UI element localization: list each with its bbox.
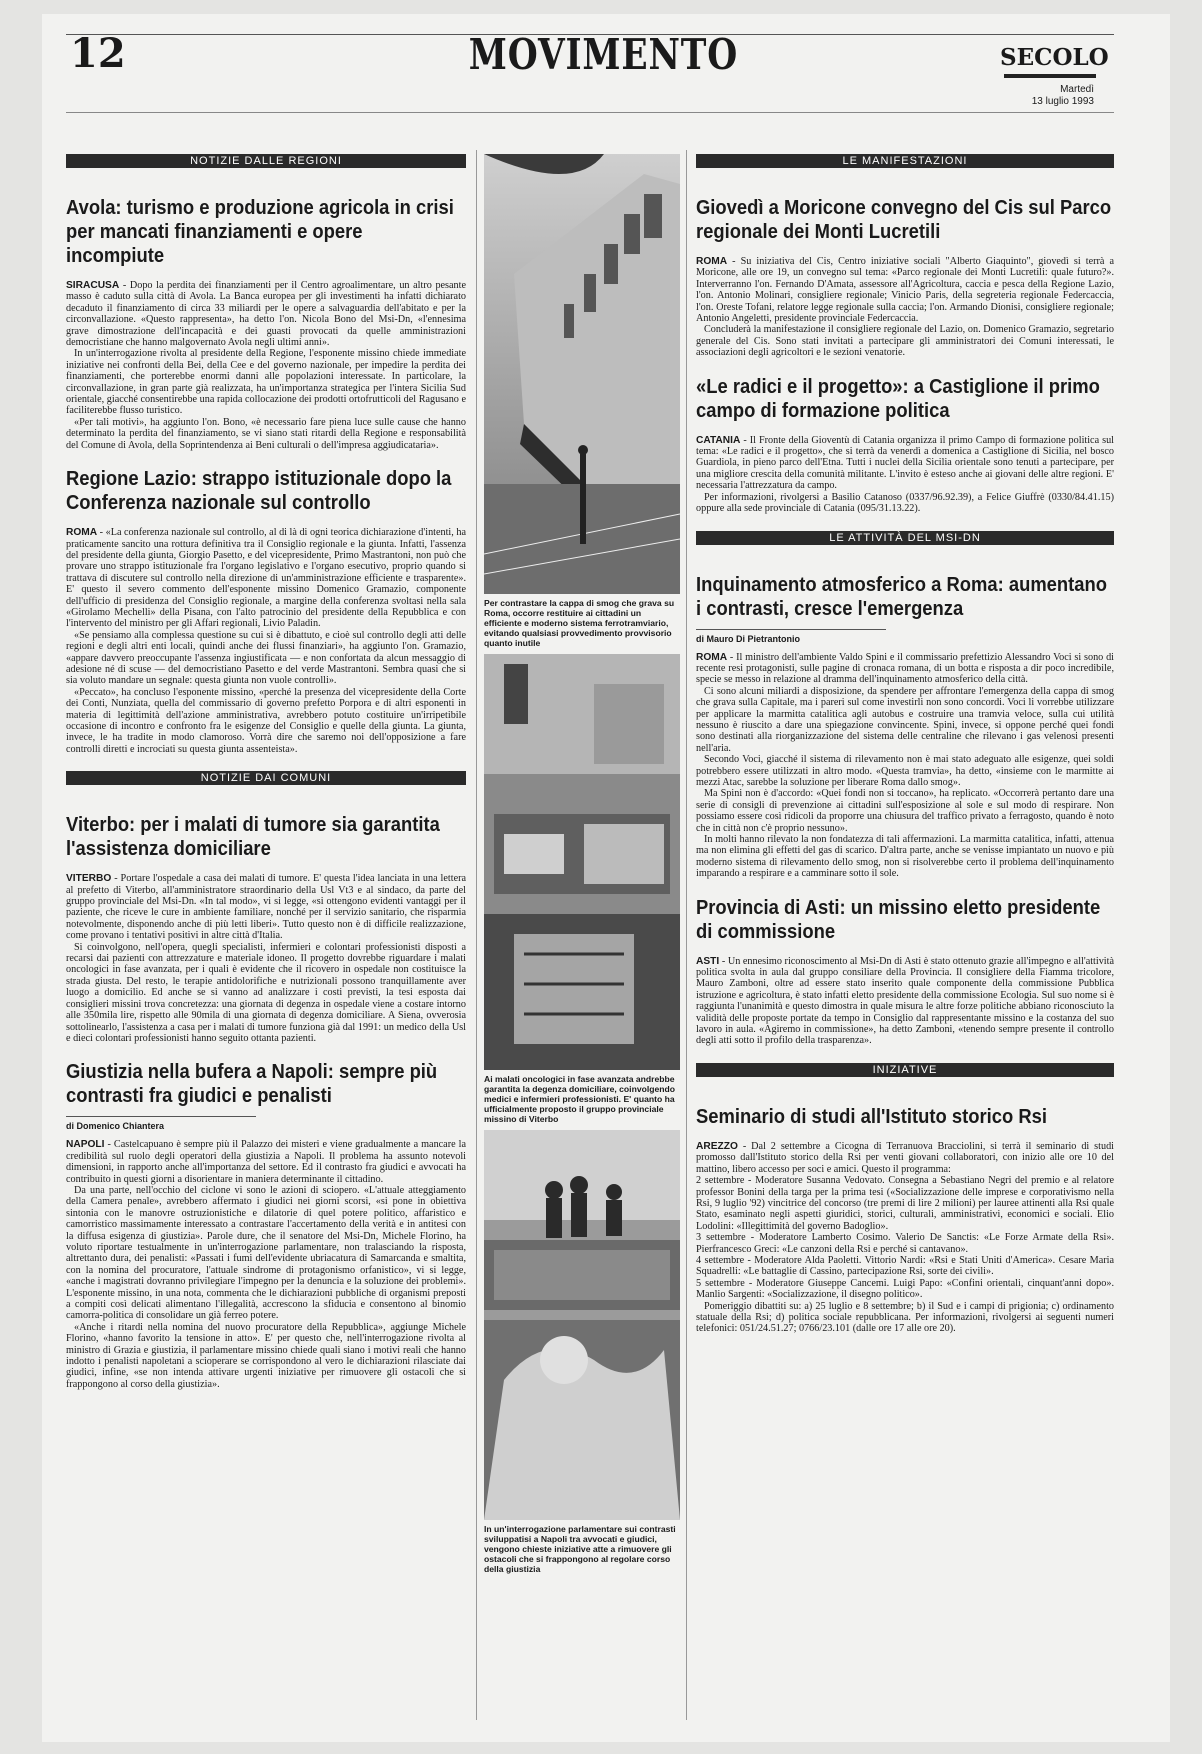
paragraph: Secondo Voci, giacché il sistema di rilevamento non è mai stato adeguato alle esigenze, quei soldi potrebbero essere utilizzati in altro modo. «Questa tramvia», ha detto, «insieme con le marmitte ai mezzi Atac, sarebbe la soluzione per liberare Roma dallo smog». — [696, 754, 1114, 788]
photo-caption: Per contrastare la cappa di smog che grava su Roma, occorre restituire ai cittadini un efficiente e moderno sistema ferrotramviario, evitando qualsiasi provvedimento provvisorio quanto inutile — [484, 598, 675, 648]
paragraph: 2 settembre - Moderatore Susanna Vedovato. Consegna a Sebastiano Negri del premio e al relatore professor Bonini della targa per la prima tesi («Socializzazione delle imprese e corporativismo nella Rsi, 9 luglio '92) vincitrice del concorso (tre premi di lire 2 milioni) per lauree attinenti alla Rsi quale Stato, esaminato negli aspetti giuridici, storici, culturali, amministrativi, economici e sociali. Elio Lodolini: «Illegittimità del governo Badoglio». — [696, 1175, 1114, 1232]
paragraph: - Dal 2 settembre a Cicogna di Terranuova Bracciolini, si terrà il seminario di studi promosso dall'Istituto storico della Rsi per venti giovani collaboratori, con inizio alle ore 10 del mattino, libero accesso per soci e amici. Questo il programma: — [696, 1140, 1114, 1175]
dateline: VITERBO — [66, 873, 112, 885]
section-bar: NOTIZIE DAI COMUNI — [66, 771, 466, 785]
paragraph: 5 settembre - Moderatore Giuseppe Cancemi. Luigi Papo: «Confini orientali, cinquant'anni dopo». Manlio Sargenti: «Socializzazione, il disegno politico». — [696, 1277, 1114, 1301]
article-body — [66, 280, 466, 451]
paragraph: - Portare l'ospedale a casa dei malati di tumore. E' questa l'idea lanciata in una lettera al prefetto di Viterbo, all'amministratore straordinario della Usl Vt3 e al sindaco, da parte del gruppo provinciale del Msi-Dn. «In tal modo», vi si legge, «si ottengono evidenti vantaggi per il paziente, che riceve le cure in ambiente familiare, nonché per il servizio sanitario, che risparmia notevolmente, disponendo anche di più letti liberi». Tutto questo non è di difficile realizzazione, come provano i tentativi positivi in altre città d'Italia. — [66, 873, 466, 942]
paragraph: In un'interrogazione rivolta al presidente della Regione, l'esponente missino chiede immediate iniziative nei confronti della Bei, della Cee e del governo nazionale, per impedire la perdita dei finanziamenti, che porterebbe enormi danni alle popolazioni interessate. In particolare, la circonvallazione, in gran parte già realizzata, ha un'importanza strategica per l'intera Sicilia Sud orientale, giacché consentirebbe una rapida collocazione dei prodotti ortofrutticoli del Ragusano e faciliterebbe flusso turistico. — [66, 348, 466, 417]
section-bar: INIZIATIVE — [696, 1063, 1114, 1077]
page-number: 12 — [70, 30, 126, 77]
photo-caption: In un'interrogazione parlamentare sui contrasti sviluppatisi a Napoli tra avvocati e giudici, vengono chieste iniziative atte a rimuovere gli ostacoli che si frappongono al regolare corso della giustizia — [484, 1524, 676, 1574]
photo-column — [484, 154, 680, 1580]
paragraph: Ci sono alcuni miliardi a disposizione, da spendere per affrontare l'emergenza della cappa di smog che grava sulla Capitale, ma i pareri sul come investirli non sono concordi. Voci li vorrebbe utilizzare per applicare la marmitta catalitica agli autobus e costruire una tramvia veloce, sulla cui utilità nessuno è riuscito a dare una spiegazione convincente. Spini, invece, si oppone perché quei fondi sono destinati alla riorganizzazione del sistema delle centraline che rilevano i gas velenosi presenti nell'aria. — [696, 685, 1114, 754]
header-rule — [66, 112, 1114, 113]
section-bar: LE ATTIVITÀ DEL MSI-DN — [696, 531, 1114, 545]
article-body — [696, 956, 1114, 1047]
dateline: ROMA — [696, 256, 728, 267]
left-column — [66, 154, 466, 1406]
column-divider — [476, 150, 477, 1720]
tram-photo-image — [484, 154, 680, 594]
section-bar: NOTIZIE DALLE REGIONI — [66, 154, 466, 168]
dateline: ASTI — [696, 955, 720, 967]
paragraph: «Anche i ritardi nella nomina del nuovo procuratore della Repubblica», aggiunge Michele Florino, «hanno favorito la tensione in atto». E' per questo che, nell'interrogazione rivolta al ministro di Grazia e giustizia, il parlamentare missino chiede quali siano i motivi reali che hanno indotto i penalisti napoletani a scioperare se corrispondono al vero le dichiarazioni rilasciate dai giudici, infine, «se non intenda attivare urgenti iniziative per rimuovere gli ostacoli che si frappongono al corso della giustizia». — [66, 1321, 466, 1390]
paragraph: Ma Spini non è d'accordo: «Quei fondi non si toccano», ha replicato. «Occorrerà pertanto dare una serie di consigli di prevenzione ai cittadini sull'esposizione al sole e sul modo di respirare. Non possiamo essere così ridicoli da proporre una chiusura del traffico privato a ferragosto, quando è noto che in città non c'è proprio nessuno». — [696, 788, 1114, 834]
paragraph: - Un ennesimo riconoscimento al Msi-Dn di Asti è stato ottenuto grazie all'impegno e all'attività politica svolta in aula dal gruppo consiliare della Provincia. Il consigliere della Fiamma tricolore, Mauro Zamboni, oltre ad essere stato inserito quale componente della commissione Pubblica istruzione e agricoltura, è stato infatti eletto presidente della commissione Ecologia. Sul suo nome si è raggiunta l'unanimità e questo dimostra in quale misura le altre forze politiche abbiano riconosciuto la validità delle proposte portate da tempo in Consiglio dal rappresentante missino e la costanza del suo lavoro in aula. «Agiremo in commissione», ha detto Zamboni, «tenendo sempre presente il controllo degli atti sotto il profilo della trasparenza». — [696, 955, 1114, 1047]
newspaper-logo: SECOLO — [1000, 44, 1109, 71]
paragraph: «Peccato», ha concluso l'esponente missino, «perché la presenza del vicepresidente della Corte dei Conti, Nunziata, quella del commissario di governo prefetto Porpora e di altri esponenti in materia di legittimità dell'azione amministrativa, avrebbero potuto costituire un'irripetibile occasione di incontro e confronto fra le esigenze del Consiglio e quelle della giunta. La giunta, invece, le ha tradite in modo clamoroso. Vorrà dire che saremo noi dell'opposizione a fare controlli diretti e incrociati su questa giunta assenteista». — [66, 686, 466, 755]
byline: di Mauro Di Pietrantonio — [696, 629, 886, 644]
article-headline: Giustizia nella bufera a Napoli: sempre più contrasti fra giudici e penalisti — [66, 1061, 438, 1108]
paragraph: - «La conferenza nazionale sul controllo, al di là di ogni teorica dichiarazione d'intenti, ha praticamente sancito una rottura definitiva tra il Consiglio regionale e la giunta. Infatti, l'assenza del presidente della giunta, Giorgio Pasetto, e del vicepresidente, Primo Mastrantoni, non può che provare uno strappo istituzionale fra l'organo legislativo e l'organo esecutivo, proprio quando si trattava di discutere sul controllo nella direzione di un'amministrazione efficiente e trasparente». E' questo il severo commento dell'esponente missino Domenico Gramazio, componente dell'ufficio di presidenza del Consiglio regionale, a margine della conferenza svoltasi nella sala «Girolamo Mechelli» della Pisana, con l'alto patrocinio del presidente della Repubblica e con l'intervento del ministro per gli Affari regionali, Livio Paladin. — [66, 527, 466, 630]
photo-tram — [484, 154, 680, 594]
article-headline: Avola: turismo e produzione agricola in crisi per mancati finanziamenti e opere incompiute — [66, 197, 454, 267]
dateline: SIRACUSA — [66, 280, 120, 291]
article-headline: Provincia di Asti: un missino eletto presidente di commissione — [696, 896, 1101, 943]
paragraph: Concluderà la manifestazione il consigliere regionale del Lazio, on. Domenico Gramazio, segretario generale del Cis. Sono stati invitati a partecipare gli amministratori dei Comuni interessati, le associazioni degli agricoltori e le sezioni venatorie. — [696, 324, 1114, 359]
right-column — [696, 154, 1114, 1351]
court-photo-image — [484, 1130, 680, 1520]
paragraph: «Per tali motivi», ha aggiunto l'on. Bono, «è necessario fare piena luce sulle cause che hanno determinato la perdita del finanziamento, se vi siano stati ritardi della Regione e responsabilità del Comune di Avola, della Soprintendenza ai Beni culturali o dell'impresa aggiudicataria». — [66, 416, 466, 451]
dateline: CATANIA — [696, 434, 741, 446]
article-body — [696, 652, 1114, 880]
paragraph: Per informazioni, rivolgersi a Basilio Catanoso (0337/96.92.39), a Felice Giuffrè (0330/84.41.15) oppure alla sede provinciale di Catania (095/31.13.22). — [696, 491, 1114, 515]
article-body — [696, 256, 1114, 359]
section-title: MOVIMENTO — [468, 30, 739, 79]
dateline: NAPOLI — [66, 1139, 105, 1151]
paragraph: - Il Fronte della Gioventù di Catania organizza il primo Campo di formazione politica sul tema: «Le radici e il progetto», che si terrà da venerdì a domenica a Castiglione di Sicilia, nel bosco Guardiola, in pieno parco dell'Etna. Tutti i nuclei della Sicilia orientale sono tenuti a partecipare, per una migliore crescita della comunità militante. L'invito è esteso anche ai giovani delle altre regioni. E' necessaria l'attrezzatura da campo. — [696, 434, 1114, 492]
article-headline: Giovedì a Moricone convegno del Cis sul Parco regionale dei Monti Lucretili — [696, 197, 1112, 243]
photo-hospital — [484, 654, 680, 1070]
article-body — [66, 873, 466, 1044]
paragraph: «Se pensiamo alla complessa questione su cui si è dibattuto, e cioè sul controllo degli atti delle regioni e degli altri enti locali, quindi anche dei flussi finanziari», ha aggiunto l'on. Gramazio, «appare davvero preoccupante l'assenza ingiustificata — e non confortata da alcun messaggio di adesione né di scuse — del democristiano Pasetto e del verde Mastrantoni. Sembra quasi che si sia voluto mandare un segnale: questa giunta non vuole controlli». — [66, 629, 466, 687]
article-headline: Seminario di studi all'Istituto storico Rsi — [696, 1105, 1047, 1128]
logo-underline — [1004, 74, 1096, 78]
paragraph: Pomeriggio dibattiti su: a) 25 luglio e 8 settembre; b) il Sud e i campi di prigionia; c) ordinamento statuale della Rsi; d) politica sociale repubblicana. Per informazioni, rivolgersi ai seguenti numeri telefonici: 051/24.51.27; 0766/23.101 (dalle ore 17 alle ore 20). — [696, 1300, 1114, 1335]
article-headline: «Le radici e il progetto»: a Castiglione il primo campo di formazione politica — [696, 375, 1100, 422]
dateline: ROMA — [66, 527, 98, 539]
article-body — [66, 527, 466, 755]
article-body — [696, 1141, 1114, 1335]
paragraph: Si coinvolgono, nell'opera, quegli specialisti, infermieri e colontari professionisti disposti a recarsi dai pazienti con attrezzature e materiale idoneo. Il progetto dovrebbe riguardare i malati oncologici in fase avanzata, per i quali è evidente che il ricovero in ospedale non costituisce la strada giusta. Del resto, le terapie antidolorifiche e nutrizionali possono tranquillamente aver luogo a domicilio. Ed anche se si vanno ad analizzare i costi previsti, la tesi esposta dai consiglieri missini trova concretezza: una giornata di degenza in ospedale viene a costare intorno alle 350mila lire, rispetto alle 90mila di una giornata di degenza domiciliare. A Siena, ovverosia sottolinearlo, l'assistenza a casa per i malati di tumore funziona già dal 1991: un medico della Usl e dieci colontari professionisti hanno seguito ottanta pazienti. — [66, 941, 466, 1044]
paragraph: - Castelcapuano è sempre più il Palazzo dei misteri e viene gradualmente a mancare la credibilità sul ruolo degli operatori della giustizia a Napoli. Il problema ha assunto notevoli dimensioni, in rapporto anche all'importanza del settore. Ed il contrasto fra giudici e avvocati ha contribuito in questi giorni a disorientare in maniera determinante il cittadino. — [66, 1139, 466, 1185]
section-bar: LE MANIFESTAZIONI — [696, 154, 1114, 168]
hospital-photo-image — [484, 654, 680, 1070]
byline: di Domenico Chiantera — [66, 1116, 256, 1131]
paragraph: - Dopo la perdita dei finanziamenti per il Centro agroalimentare, un altro pesante masso è caduto sulla città di Avola. La Banca europea per gli investimenti ha infatti dichiarato decaduto il finanziamento di circa 33 miliardi per le opere a salvaguardia dell'abitato e per la circonvallazione. «Questo rappresenta», ha detto l'on. Nicola Bono del Msi-Dn, «l'ennesima grave dimostrazione dell'incapacità e dei guasti provocati da quelle amministrazioni democristiane che hanno malgovernato Avola negli ultimi anni». — [66, 280, 466, 349]
paragraph: 4 settembre - Moderatore Alda Paoletti. Vittorio Nardi: «Rsi e Stati Uniti d'America». Cesare Maria Squadrelli: «Le battaglie di Cassino, partecipazione Rsi, sorte dei civili». — [696, 1254, 1114, 1278]
article-headline: Inquinamento atmosferico a Roma: aumentano i contrasti, cresce l'emergenza — [696, 573, 1107, 620]
photo-caption: Ai malati oncologici in fase avanzata andrebbe garantita la degenza domiciliare, coinvolgendo medici e infermieri professionisti. E' quanto ha ufficialmente proposto il gruppo provinciale missino di Viterbo — [484, 1074, 676, 1124]
article-body — [66, 1139, 466, 1390]
article-headline: Viterbo: per i malati di tumore sia garantita l'assistenza domiciliare — [66, 814, 440, 861]
paragraph: - Su iniziativa del Cis, Centro iniziative sociali "Alberto Giaquinto", giovedì si terrà a Moricone, alle ore 19, un convegno sul tema: «Parco regionale dei Monti Lucretili: quale futuro?». Interverranno l'on. Fernando D'Amata, assessore all'Agricoltura, caccia e pesca della Regione Lazio, l'on. Antonio Molinari, consigliere regionale; Vinicio Paris, della segreteria regionale Federcaccia, l'on. Oreste Tofani, relatore legge regionale sulla caccia; l'on. Armando Dionisi, consigliere regionale; Antonio Angeletti, presidente provinciale Federcaccia. — [696, 256, 1114, 325]
dateline: ROMA — [696, 651, 728, 663]
column-divider — [686, 150, 687, 1720]
paragraph: Da una parte, nell'occhio del ciclone vi sono le azioni di sciopero. «L'attuale atteggiamento della Camera penale», avrebbero affermato i giudici nei giorni scorsi, «si pone in obiettiva sintonia con le manovre ostruzionistiche e dilatorie di quel potere politico, affaristico e camorristico massimamente interessato a contrastare l'accertamento della verità e in antitesi con la diffusa esigenza di giustizia». Parole dure, che il senatore del Msi-Dn, Michele Florino, ha voluto riportare testualmente in un'interrogazione parlamentare, non tralasciando la risposta, altrettanto dura, dei penalisti: «Passati i fumi dell'evidente ubriacatura di Samarcanda e smaltita, con la nomina del procuratore, l'attuale sindrome di protagonismo orfanistico», vi si legge, «anche i magistrati dovranno privilegiare l'impegno per la denuncia e la soluzione dei problemi». L'esponente missino, in una nota, commenta che le dichiarazioni pubbliche di organismi preposti a compiti così delicati alimentano l'illegalità, accrescono la sfiducia e consentono al binomio camorra-politica di consolidare un già ferreo potere. — [66, 1184, 466, 1322]
paragraph: 3 settembre - Moderatore Lamberto Cosimo. Valerio De Sanctis: «Le Forze Armate della Rsi». Pierfrancesco Greci: «Le canzoni della Rsi e perché si cantavano». — [696, 1232, 1114, 1255]
dateline: AREZZO — [696, 1140, 738, 1152]
issue-day: Martedì — [1060, 84, 1094, 95]
article-headline: Regione Lazio: strappo istituzionale dopo la Conferenza nazionale sul controllo — [66, 468, 452, 515]
issue-date: 13 luglio 1993 — [1031, 96, 1094, 107]
paragraph: - Il ministro dell'ambiente Valdo Spini e il commissario prefettizio Alessandro Voci si sono di recente resi protagonisti, sulle pagine di cronaca romana, di un botta e risposta a dir poco incredibile, specie se messo in relazione al dramma dell'inquinamento atmosferico della città. — [696, 651, 1114, 686]
photo-court — [484, 1130, 680, 1520]
article-body — [696, 435, 1114, 515]
paragraph: In molti hanno rilevato la non fondatezza di tali affermazioni. La marmitta catalitica, infatti, attenua ma non elimina gli effetti del gas di scarico. D'altra parte, anche se venisse impiantato un nuovo e più moderno sistema di rilevamento dello smog, non si risolverebbe certo il problema dell'inquinamento imparando a respirare e a camminare sotto il sole. — [696, 834, 1114, 880]
